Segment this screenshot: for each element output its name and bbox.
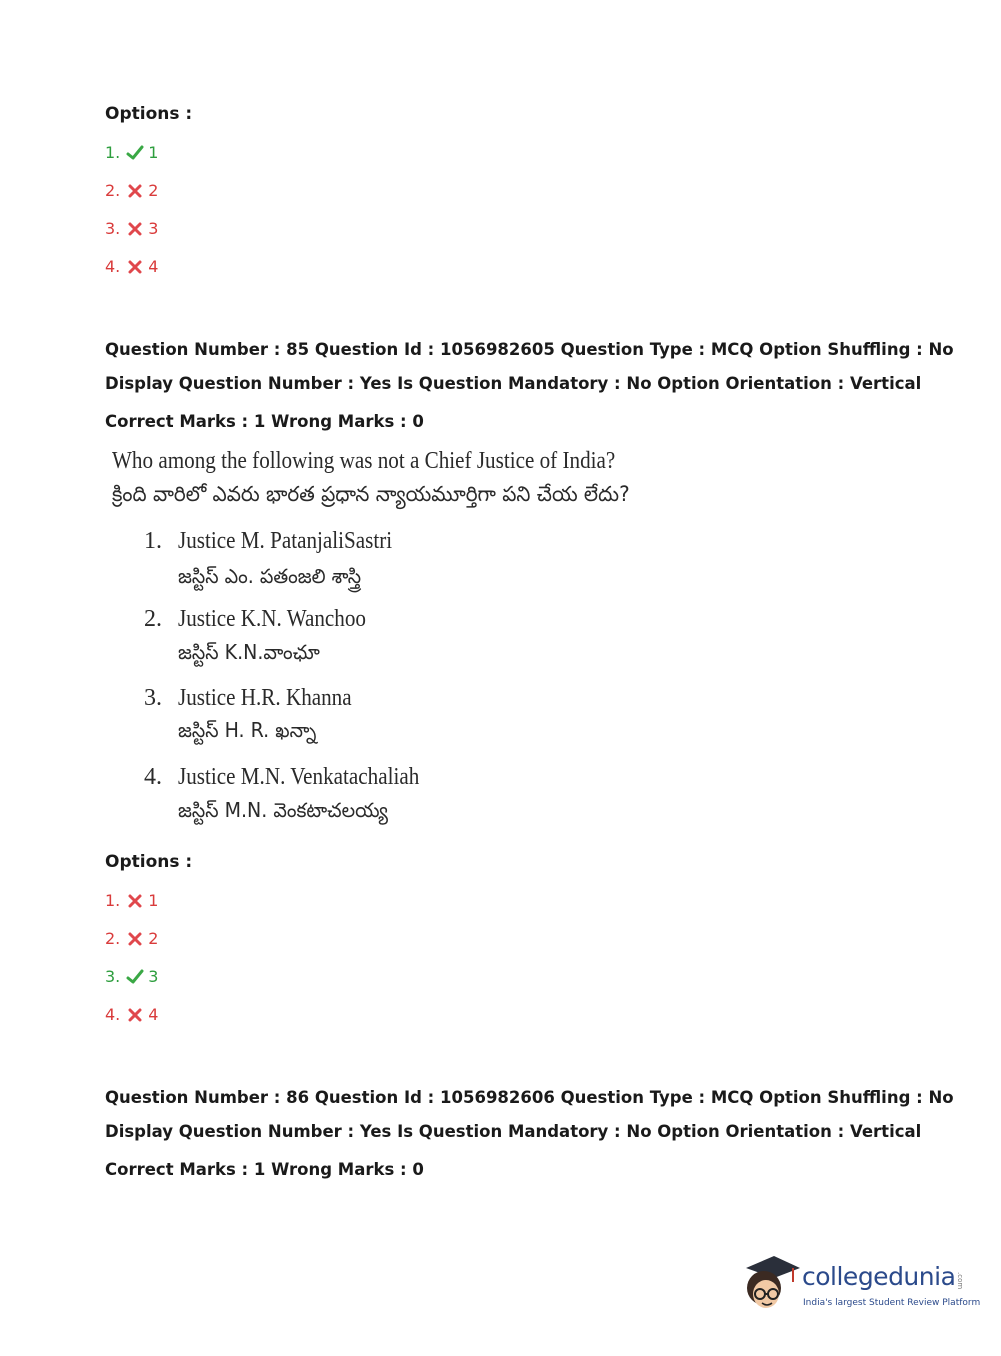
marks-line: Correct Marks : 1 Wrong Marks : 0 <box>105 412 424 431</box>
option-item <box>105 256 158 278</box>
question-meta-line: Question Number : 85 Question Id : 1056982605 Question Type : MCQ Option Shuffling : No <box>105 340 954 359</box>
cross-icon <box>126 182 144 200</box>
option-item <box>105 1004 158 1026</box>
option-value: 4 <box>148 1005 159 1024</box>
choice-text-telugu: జస్టిస్ K.N.వాంఛూ <box>178 640 320 664</box>
option-number: 2. <box>105 929 121 948</box>
option-value: 3 <box>148 219 159 238</box>
choice-text-telugu: జస్టిస్ H. R. ఖన్నా <box>178 718 317 742</box>
question-meta-line: Display Question Number : Yes Is Question Mandatory : No Option Orientation : Vertical <box>105 1122 922 1141</box>
choice-text-telugu: జస్టిస్ ఎం. పతంజలి శాస్త్రి <box>178 564 362 588</box>
check-icon <box>126 968 144 986</box>
question-text-telugu: క్రింది వారిలో ఎవరు భారత ప్రధాన న్యాయమూర్తిగా పని చేయ లేదు? <box>112 482 630 506</box>
option-value: 1 <box>148 891 159 910</box>
choice-number: 4. <box>144 764 162 790</box>
marks-line: Correct Marks : 1 Wrong Marks : 0 <box>105 1160 424 1179</box>
check-icon <box>126 144 144 162</box>
option-item <box>105 890 158 912</box>
choice-text-english: Justice M.N. Venkatachaliah <box>178 764 420 790</box>
option-value: 3 <box>148 967 159 986</box>
choice-text-english: Justice M. PatanjaliSastri <box>178 528 393 554</box>
option-number: 1. <box>105 891 121 910</box>
option-item <box>105 218 158 240</box>
option-number: 4. <box>105 1005 121 1024</box>
option-value: 2 <box>148 929 159 948</box>
option-item <box>105 142 158 164</box>
option-number: 4. <box>105 257 121 276</box>
option-number: 3. <box>105 219 121 238</box>
logo-wordmark: collegedunia <box>802 1262 956 1291</box>
option-number: 1. <box>105 143 121 162</box>
option-item <box>105 180 158 202</box>
option-value: 2 <box>148 181 159 200</box>
option-number: 2. <box>105 181 121 200</box>
logo-suffix: .com <box>956 1272 964 1290</box>
cross-icon <box>126 220 144 238</box>
option-value: 1 <box>148 143 159 162</box>
cross-icon <box>126 258 144 276</box>
cross-icon <box>126 1006 144 1024</box>
option-number: 3. <box>105 967 121 986</box>
choice-number: 3. <box>144 685 162 711</box>
options-label: Options : <box>105 852 193 872</box>
cross-icon <box>126 892 144 910</box>
choice-number: 2. <box>144 606 162 632</box>
option-item <box>105 966 158 988</box>
choice-text-english: Justice H.R. Khanna <box>178 685 352 711</box>
option-value: 4 <box>148 257 159 276</box>
question-meta-line: Display Question Number : Yes Is Question Mandatory : No Option Orientation : Vertical <box>105 374 922 393</box>
question-text-english: Who among the following was not a Chief Justice of India? <box>112 448 616 474</box>
choice-text-telugu: జస్టిస్ M.N. వెంకటాచలయ్య <box>178 798 388 822</box>
choice-text-english: Justice K.N. Wanchoo <box>178 606 366 632</box>
cross-icon <box>126 930 144 948</box>
option-item <box>105 928 158 950</box>
options-label: Options : <box>105 104 193 124</box>
choice-number: 1. <box>144 528 162 554</box>
question-meta-line: Question Number : 86 Question Id : 1056982606 Question Type : MCQ Option Shuffling : No <box>105 1088 954 1107</box>
collegedunia-mascot-icon <box>740 1248 802 1318</box>
logo-tagline: India's largest Student Review Platform <box>803 1298 981 1308</box>
